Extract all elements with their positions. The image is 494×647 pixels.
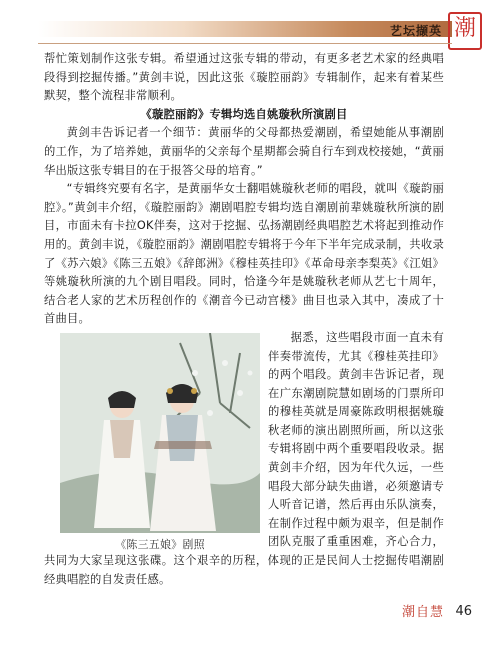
paragraph-album: “专辑终究要有名字，是黄丽华女士翻唱姚璇秋老师的唱段，就叫《璇韵丽腔》。”黄剑丰介绍，《璇腔丽韵》潮剧唱腔专辑均选自潮剧前辈姚璇秋所演的剧目，市面未有卡拉OK伴奏，这对于挖掘、弘扬潮剧经典唱腔艺术将起到推动作用的。黄剑丰说，《璇腔丽韵》潮剧唱腔专辑将于今年下半年完成录制，共收录了《苏六娘》《陈三五娘》《辞郎洲》《穆桂英挂印》《革命母亲李梨英》《江姐》等姚璇秋所演的九个剧目唱段。同时，恰逢今年是姚璇秋老师从艺七十周年，结合老人家的艺术历程创作的《潮音今已动宫楼》曲目也录入其中，凑成了十首曲目。 xyxy=(44,182,444,326)
opera-photo xyxy=(60,333,260,551)
paragraph-detail: 黄剑丰告诉记者一个细节：黄丽华的父母都热爱潮剧，希望她能从事潮剧的工作，为了培养她，黄丽华的父亲每个星期都会骑自行车到戏校接她，“黄丽华出版这张专辑目的在于报答父母的培育。” xyxy=(44,126,444,177)
section-title: 艺坛撷英 xyxy=(389,24,442,38)
page-number: 46 xyxy=(455,604,472,619)
seal-stamp: 潮 xyxy=(448,12,482,50)
header-rule xyxy=(38,43,452,44)
subheading: 《璇腔丽韵》专辑均选自姚璇秋所演剧目 xyxy=(140,107,348,121)
footer-logo: 潮自慧 xyxy=(401,605,444,620)
article-body xyxy=(44,50,444,589)
photo-caption: 《陈三五娘》剧照 xyxy=(115,537,205,551)
paragraph-top: 帮忙策划制作这张专辑。希望通过这张专辑的带动，有更多老艺术家的经典唱段得到挖掘传播。”黄剑丰说，因此这张《璇腔丽韵》专辑制作，起来有着某些默契，整个流程非常顺利。 xyxy=(44,52,444,103)
opera-photo-illustration xyxy=(60,333,260,533)
paragraph-wrap: 据悉，这些唱段市面一直未有伴奏带流传，尤其《穆桂英挂印》的两个唱段。黄剑丰告诉记者，现在广东潮剧院慧如剧场的门票所印的穆桂英就是周豪陈政明根据姚璇秋老师的演出剧照所画，所以这张专辑将剧中两个重要唱段收录。据黄剑丰介绍，因为年代久远，一些唱段大部分缺失曲谱，必须邀请专人听音记谱，然后再由乐队演奏，在制作过程中颇为艰辛，但是制作团队克服了重重困难，齐心合力，共同为大家呈现这张碟。这个艰辛的历程，体现的正是民间人士挖掘传唱潮剧经典唱腔的自发责任感。 xyxy=(44,330,444,586)
opera-photo-image xyxy=(60,333,260,533)
